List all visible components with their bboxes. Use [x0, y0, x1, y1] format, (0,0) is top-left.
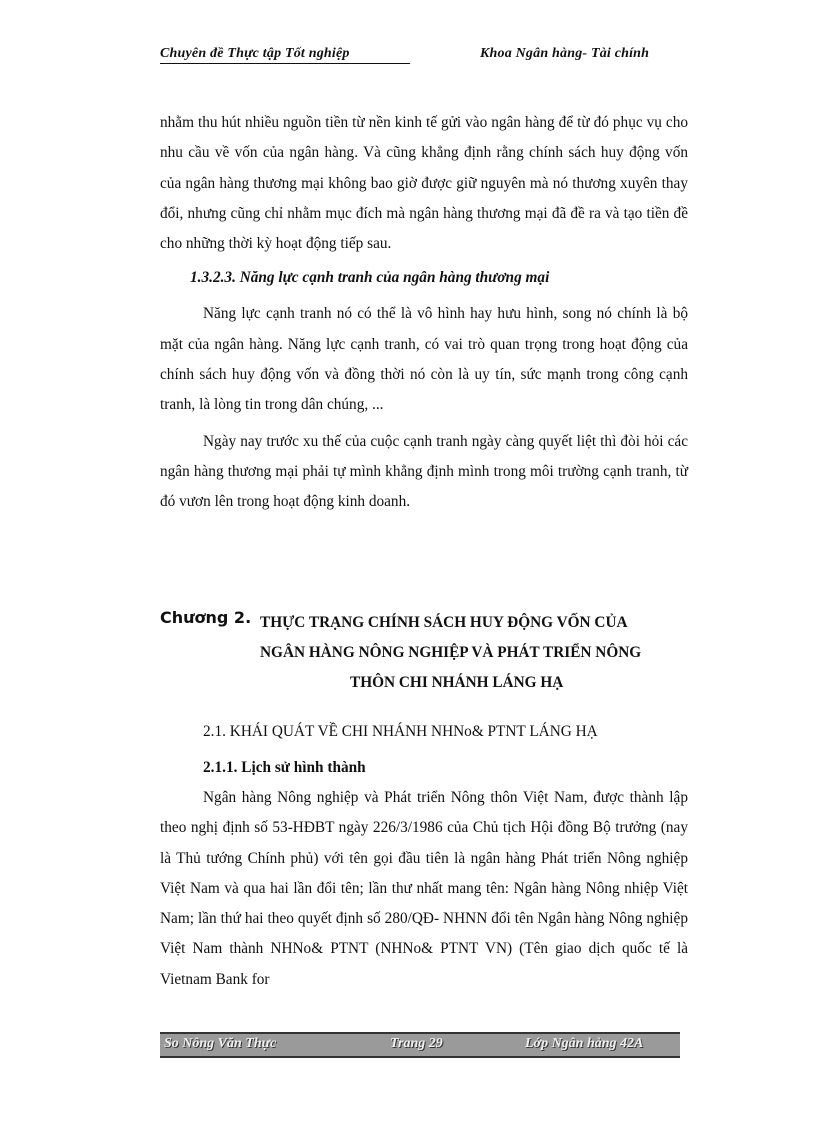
paragraph-trend: Ngày nay trước xu thế của cuộc cạnh tranh ngày càng quyết liệt thì đòi hỏi các ngân hàng thương mại phải tự mình khẳng định mình trong môi trường cạnh tranh, từ đó vươn lên trong hoạt động kinh doanh. — [160, 432, 688, 511]
chapter-title — [260, 608, 700, 698]
chapter-title-line-2: NGÂN HÀNG NÔNG NGHIỆP VÀ PHÁT TRIỂN NÔNG — [260, 644, 642, 661]
page-footer — [160, 1032, 680, 1058]
main-content — [160, 108, 688, 518]
paragraph-intro: nhằm thu hút nhiều nguồn tiền từ nền kinh tế gửi vào ngân hàng để từ đó phục vụ cho nhu cầu về vốn của ngân hàng. Và cũng khẳng định rằng chính sách huy động vốn của ngân hàng thương mại không bao giờ được giữ nguyên mà nó thương xuyên thay đổi, nhưng cũng chỉ nhằm mục đích mà ngân hàng thương mại đã đề ra và tạo tiền đề cho những thời kỳ hoạt động tiếp sau. — [160, 114, 688, 253]
footer-class: Lớp Ngân hàng 42A — [525, 1036, 644, 1051]
page-header — [160, 46, 688, 72]
chapter-title-line-3: THÔN CHI NHÁNH LÁNG HẠ — [350, 674, 564, 691]
header-right-title: Khoa Ngân hàng- Tài chính — [480, 46, 650, 61]
footer-author: So Nông Văn Thực — [164, 1036, 277, 1051]
header-left-title: Chuyên đề Thực tập Tốt nghiệp — [160, 46, 410, 64]
chapter-label: Chương 2. — [160, 608, 252, 627]
footer-page-number: Trang 29 — [390, 1036, 443, 1051]
subsection-heading-2-1-1: 2.1.1. Lịch sử hình thành — [203, 759, 366, 776]
paragraph-history: Ngân hàng Nông nghiệp và Phát triển Nông thôn Việt Nam, được thành lập theo nghị định số 53-HĐBT ngày 226/3/1986 của Chủ tịch Hội đồng Bộ trưởng (nay là Thủ tướng Chính phủ) với tên gọi đầu tiên là ngân hàng Phát triển Nông nghiệp Việt Nam và qua hai lần đổi tên; lần thư nhất mang tên: Ngân hàng Nông nhiệp Việt Nam; lần thứ hai theo quyết định số 280/QĐ- NHNN đổi tên Ngân hàng Nông nghiệp Việt Nam thành NHNo& PTNT (NHNo& PTNT VN) (Tên giao dịch quốc tế là Vietnam Bank for — [160, 789, 688, 988]
section-title-1-3-2-3: 1.3.2.3. Năng lực cạnh tranh của ngân hàng thương mại — [190, 269, 550, 287]
paragraph-competitiveness: Năng lực cạnh tranh nó có thể là vô hình hay hưu hình, song nó chính là bộ mặt của ngân hàng. Năng lực cạnh tranh, có vai trò quan trọng trong hoạt động của chính sách huy động vốn và đồng thời nó còn là uy tín, sức mạnh trong công cạnh tranh, là lòng tin trong dân chúng, ... — [160, 305, 688, 414]
chapter-title-line-1: THỰC TRẠNG CHÍNH SÁCH HUY ĐỘNG VỐN CỦA — [260, 614, 628, 631]
section-heading-2-1: 2.1. KHÁI QUÁT VỀ CHI NHÁNH NHNo& PTNT LÁNG HẠ — [203, 723, 598, 740]
section-2-content — [160, 717, 688, 995]
